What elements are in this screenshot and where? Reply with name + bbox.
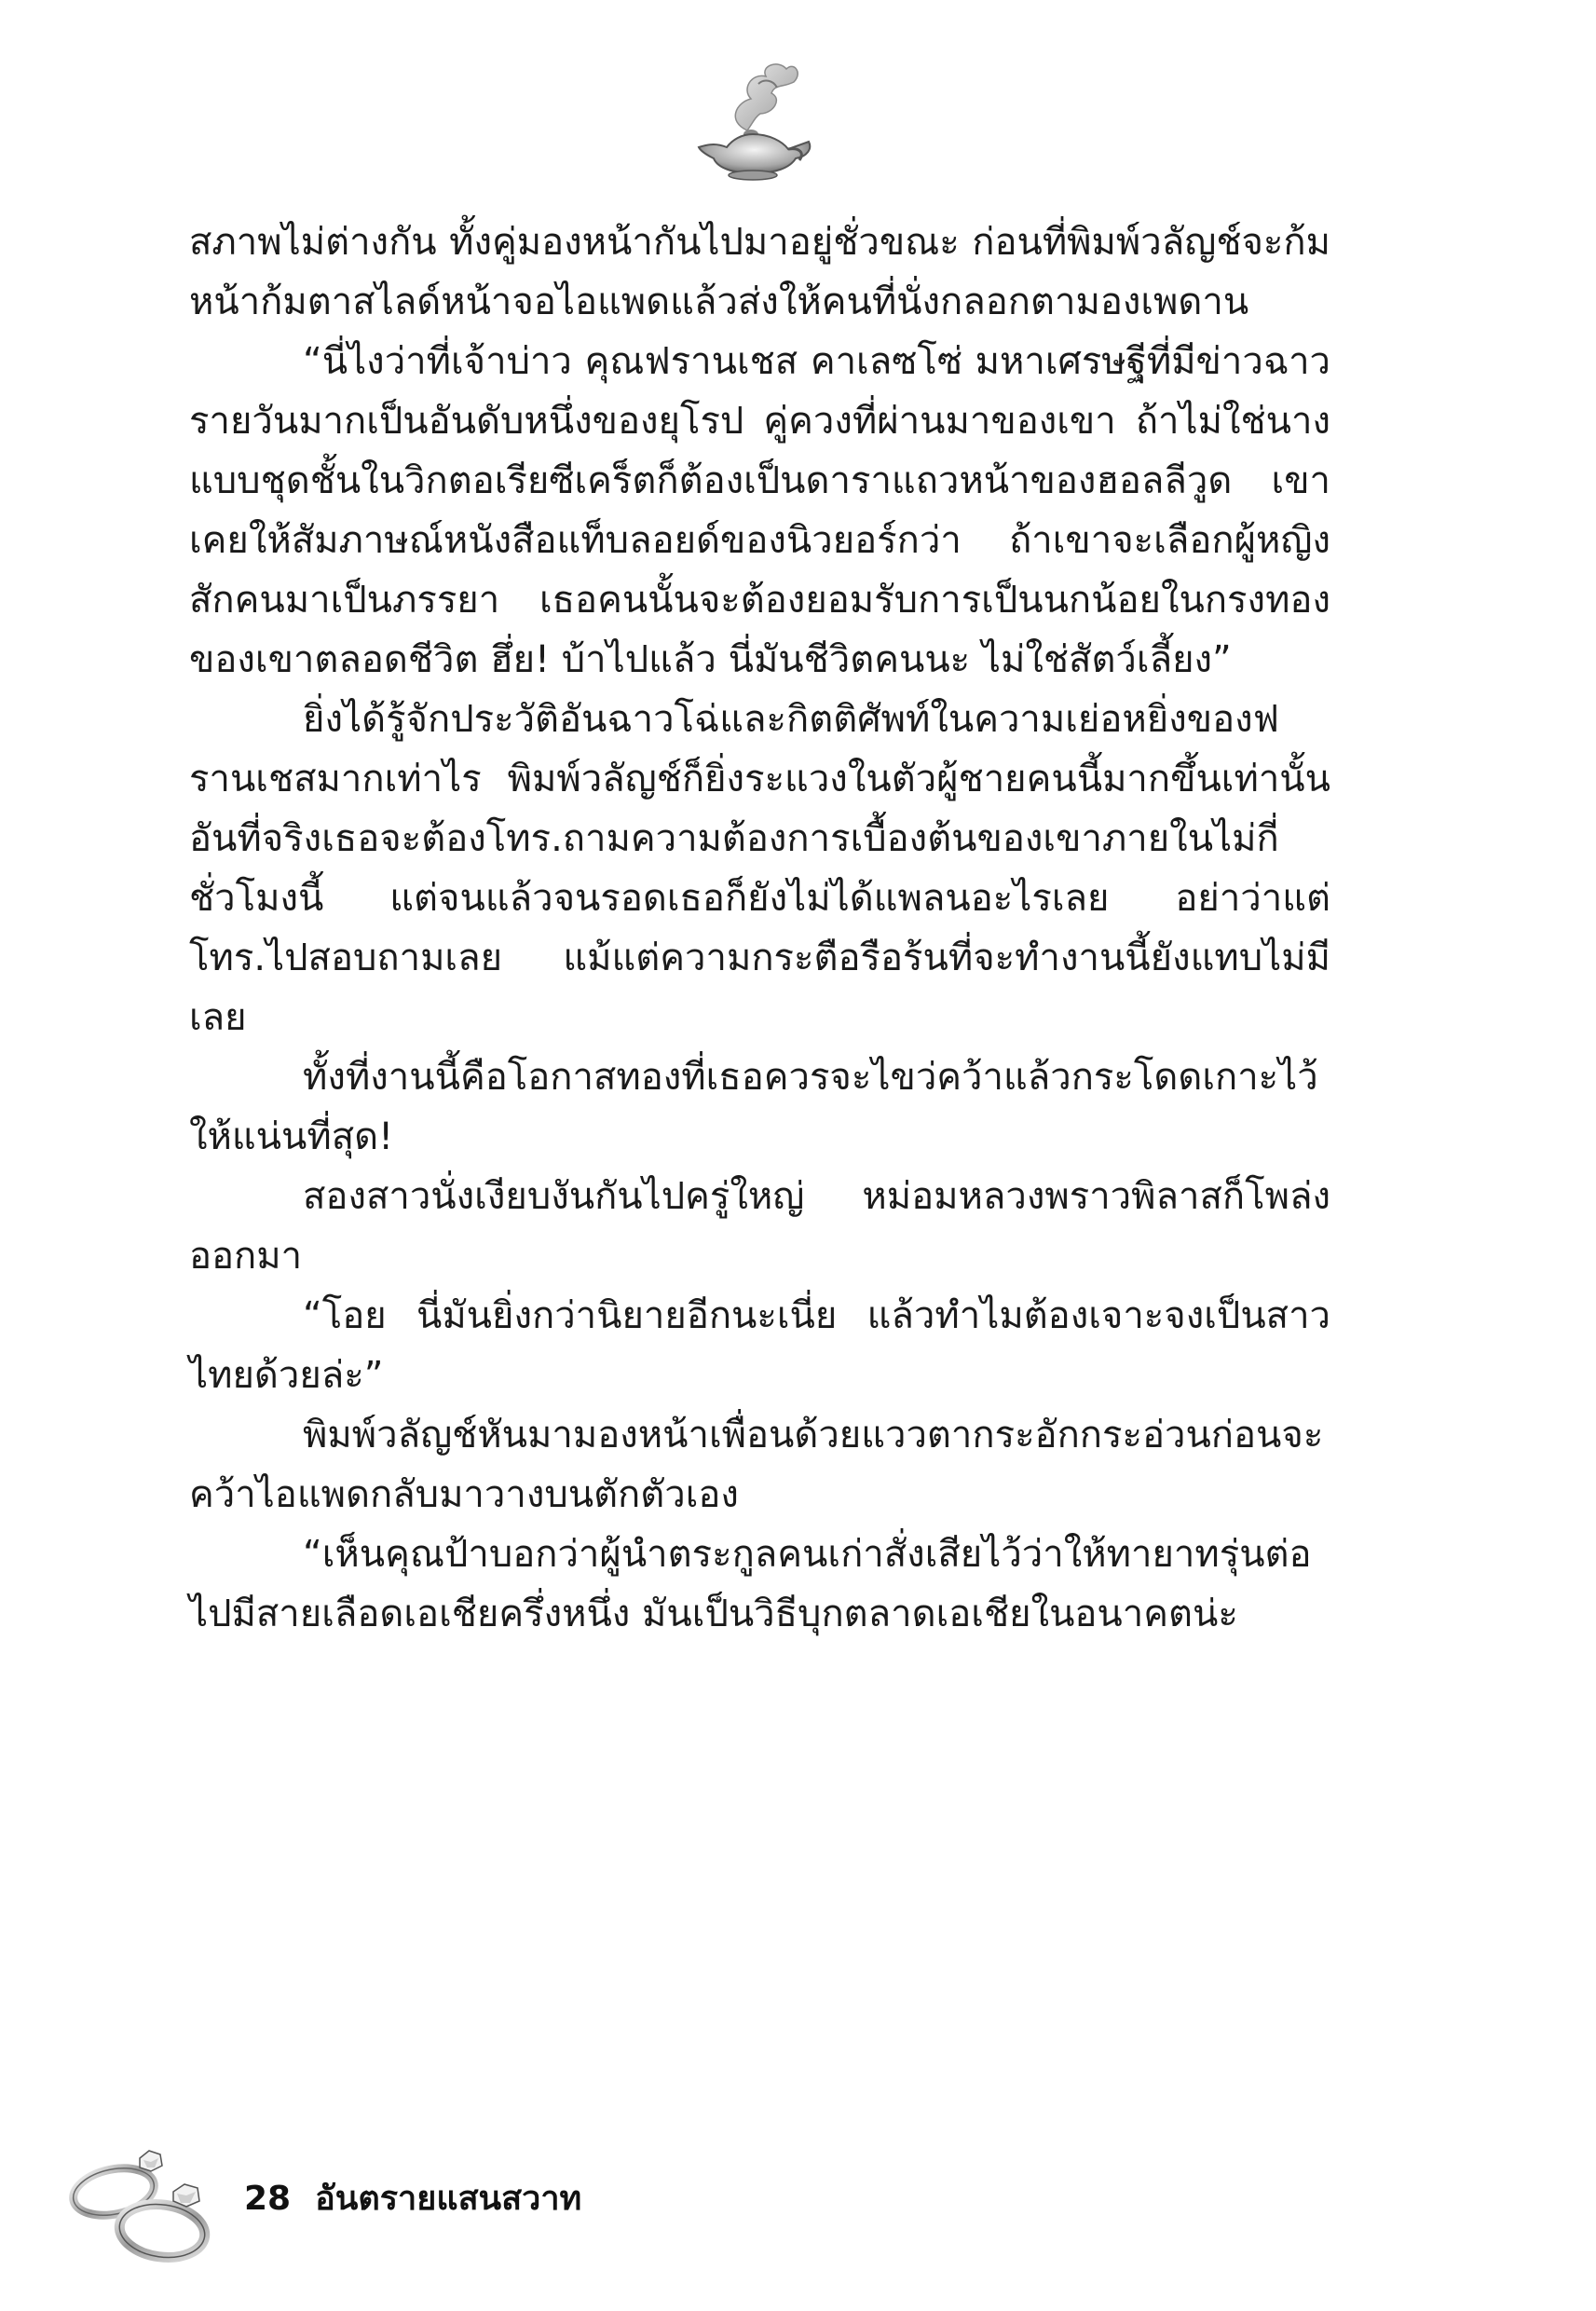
book-title: อันตรายแสนสวาท xyxy=(315,2180,582,2218)
paragraph: “นี่ไงว่าที่เจ้าบ่าว คุณฟรานเชส คาเลซโซ่ มหาเศรษฐีที่มีข่าวฉาวรายวันมากเป็นอันดับหนึ่งของยุโรป คู่ควงที่ผ่านมาของเขา ถ้าไม่ใช่นางแบบชุดชั้นในวิกตอเรียซีเคร็ตก็ต้องเป็นดาราแถวหน้าของฮอลลีวูด เขาเคยให้สัมภาษณ์หนังสือแท็บลอยด์ของนิวยอร์กว่า ถ้าเขาจะเลือกผู้หญิงสักคนมาเป็นภรรยา เธอคนนั้นจะต้องยอมรับการเป็นนกน้อยในกรงทองของเขาตลอดชีวิต ฮึ่ย! บ้าไปแล้ว นี่มันชีวิตคนนะ ไม่ใช่สัตว์เลี้ยง” xyxy=(189,340,1330,681)
paragraph: ทั้งที่งานนี้คือโอกาสทองที่เธอควรจะไขว่คว้าแล้วกระโดดเกาะไว้ให้แน่นที่สุด! xyxy=(189,1056,1318,1158)
paragraph: สภาพไม่ต่างกัน ทั้งคู่มองหน้ากันไปมาอยู่ชั่วขณะ ก่อนที่พิมพ์วลัญช์จะก้มหน้าก้มตาสไลด์หน้าจอไอแพดแล้วส่งให้คนที่นั่งกลอกตามองเพดาน xyxy=(189,221,1330,323)
page-footer xyxy=(244,2171,581,2224)
body-text xyxy=(189,212,1330,1644)
paragraph: สองสาวนั่งเงียบงันกันไปครู่ใหญ่ หม่อมหลวงพราวพิลาสก็โพล่งออกมา xyxy=(189,1175,1330,1278)
page-number: 28 xyxy=(244,2180,292,2218)
paragraph: “โอย นี่มันยิ่งกว่านิยายอีกนะเนี่ย แล้วทำไมต้องเจาะจงเป็นสาวไทยด้วยล่ะ” xyxy=(189,1294,1330,1397)
paragraph: “เห็นคุณป้าบอกว่าผู้นำตระกูลคนเก่าสั่งเสียไว้ว่าให้ทายาทรุ่นต่อไปมีสายเลือดเอเชียครึ่งหนึ่ง มันเป็นวิธีบุกตลาดเอเชียในอนาคตน่ะ xyxy=(189,1533,1312,1635)
genie-lamp-icon xyxy=(689,56,820,186)
paragraph: ยิ่งได้รู้จักประวัติอันฉาวโฉ่และกิตติศัพท์ในความเย่อหยิ่งของฟรานเชสมากเท่าไร พิมพ์วลัญช์ก็ยิ่งระแวงในตัวผู้ชายคนนี้มากขึ้นเท่านั้น อันที่จริงเธอจะต้องโทร.ถามความต้องการเบื้องต้นของเขาภายในไม่กี่ชั่วโมงนี้ แต่จนแล้วจนรอดเธอก็ยังไม่ได้แพลนอะไรเลย อย่าว่าแต่โทร.ไปสอบถามเลย แม้แต่ความกระตือรือร้นที่จะทำงานนี้ยังแทบไม่มีเลย xyxy=(189,698,1330,1039)
paragraph: พิมพ์วลัญช์หันมามองหน้าเพื่อนด้วยแววตากระอักกระอ่วนก่อนจะคว้าไอแพดกลับมาวางบนตักตัวเอง xyxy=(189,1414,1324,1516)
diamond-rings-icon xyxy=(58,2134,225,2274)
